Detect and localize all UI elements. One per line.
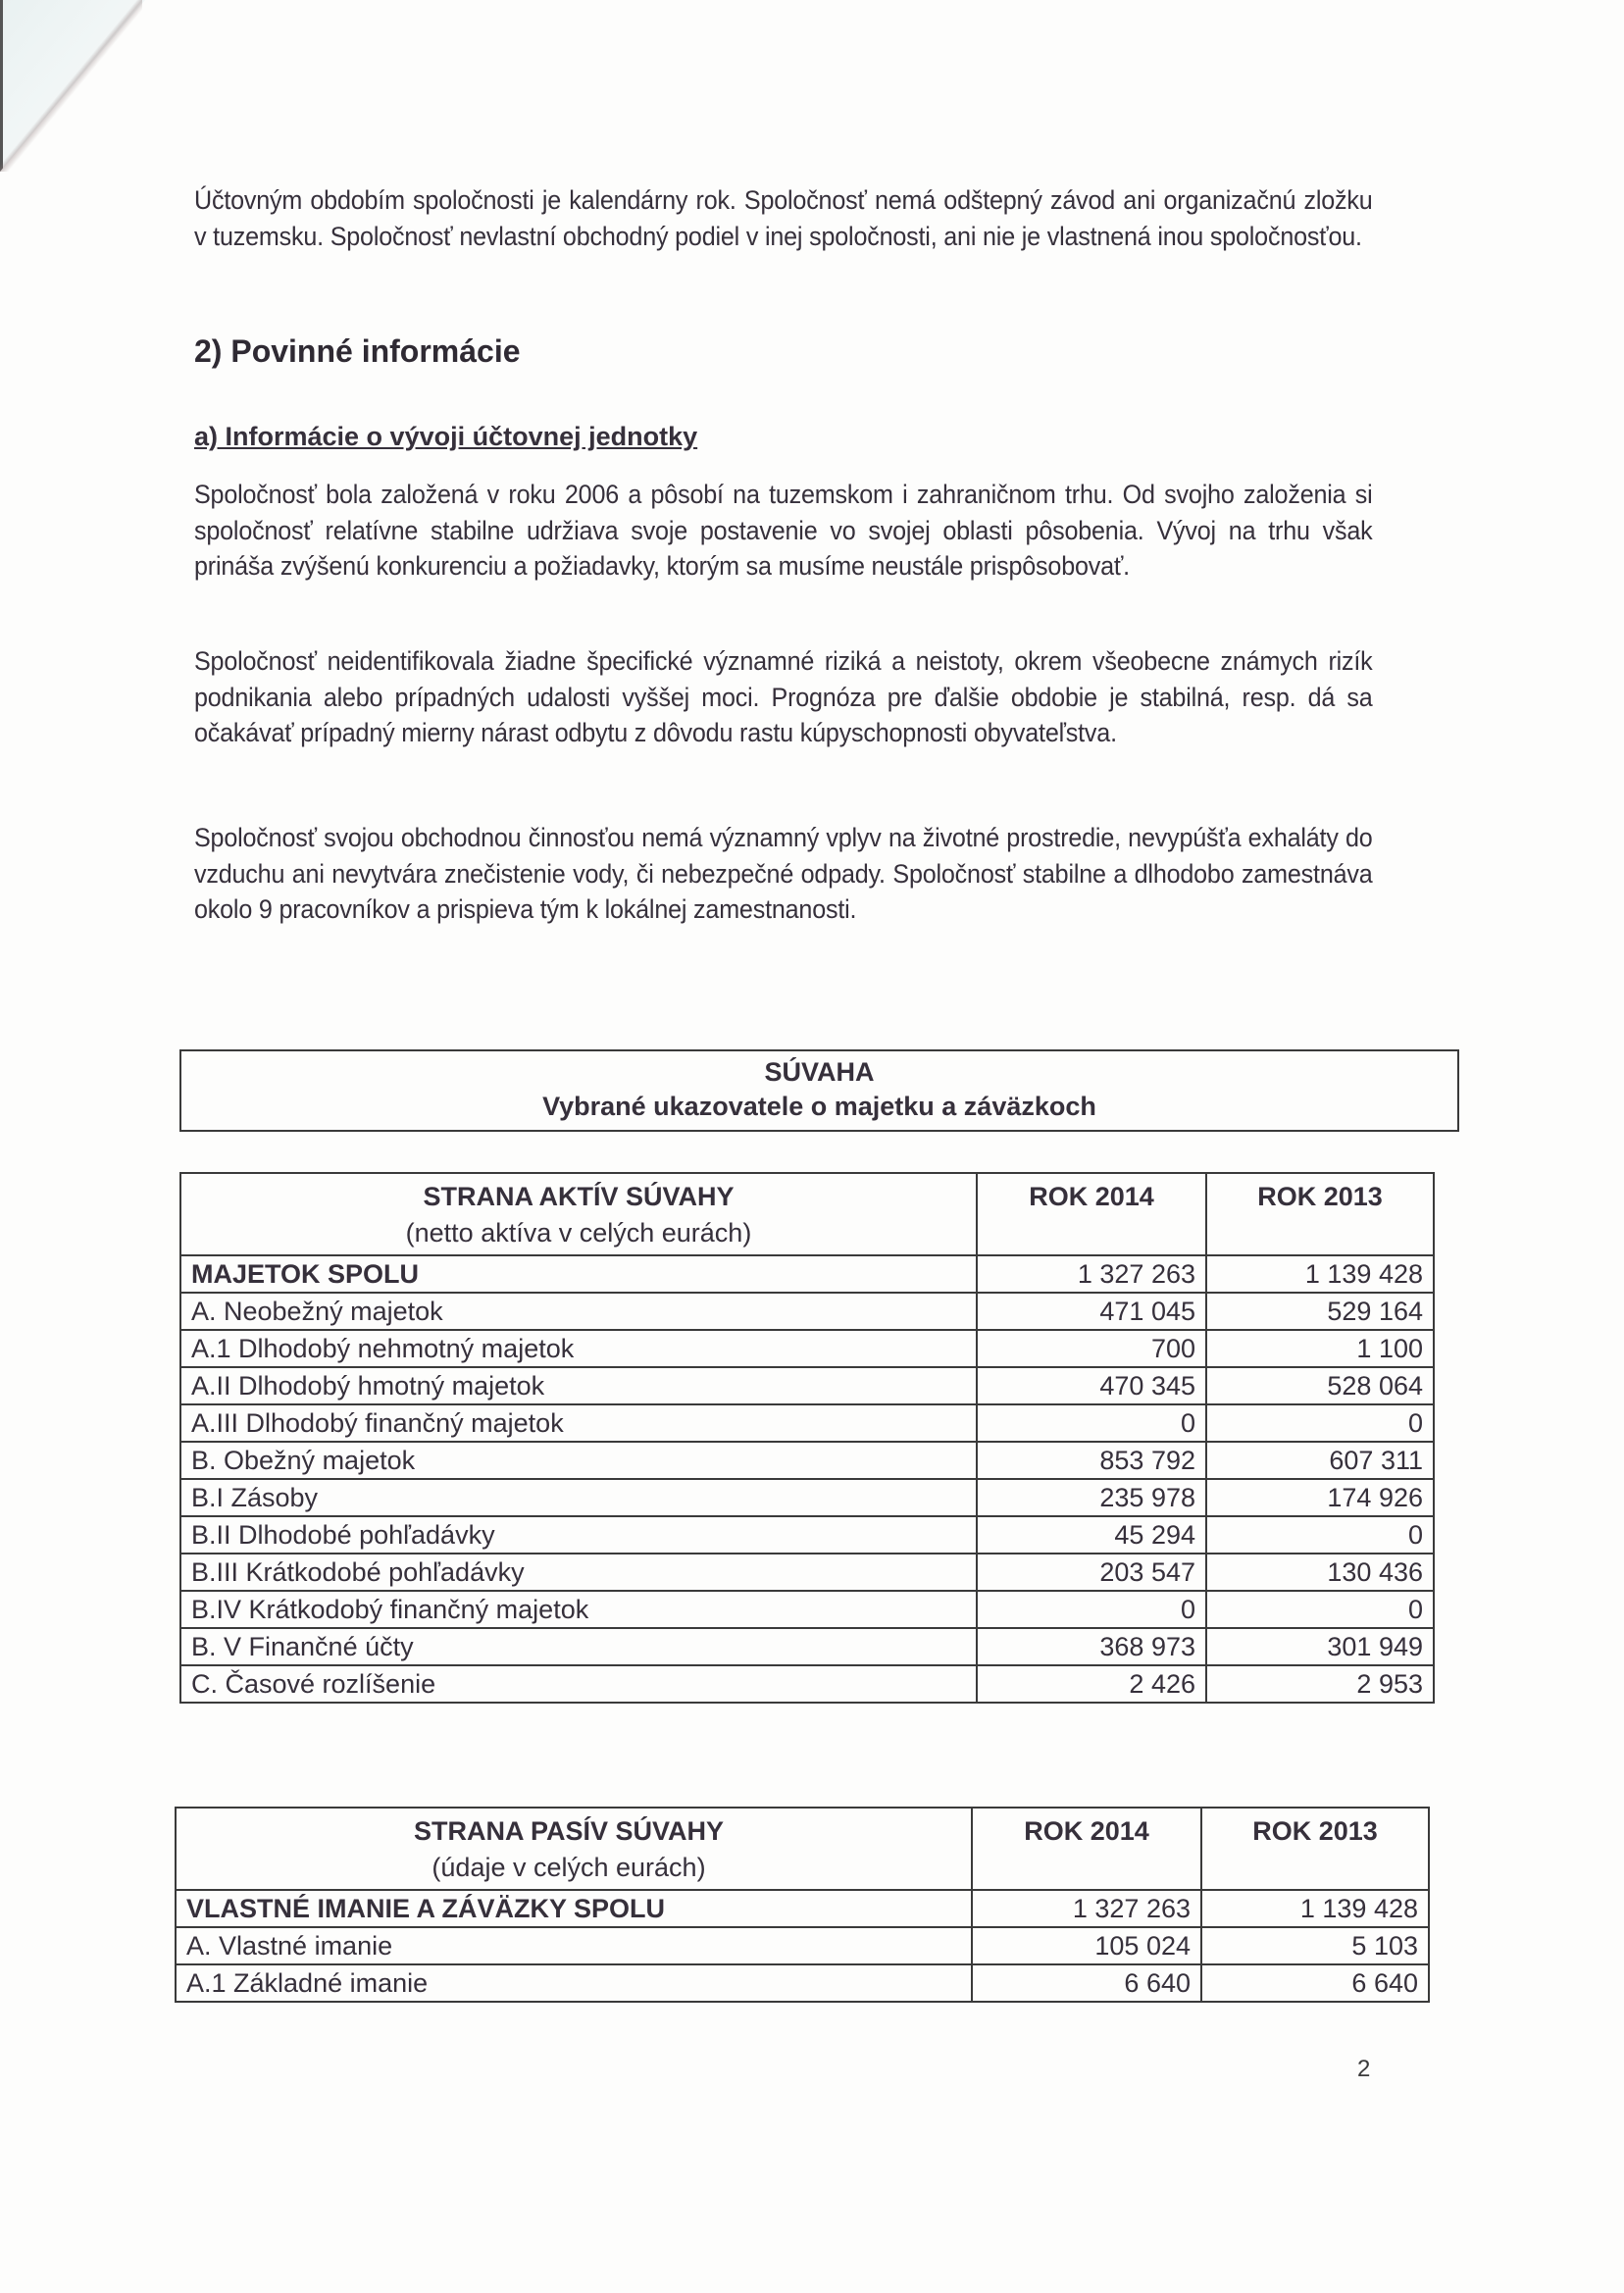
section-heading: 2) Povinné informácie (194, 333, 521, 369)
row-label: A.II Dlhodobý hmotný majetok (180, 1367, 977, 1404)
value-2013: 1 139 428 (1201, 1890, 1429, 1927)
row-label: VLASTNÉ IMANIE A ZÁVÄZKY SPOLU (176, 1890, 972, 1927)
value-2013: 529 164 (1206, 1293, 1434, 1330)
value-2013: 528 064 (1206, 1367, 1434, 1404)
balance-sheet-title-box (179, 1049, 1459, 1132)
table-row (176, 1927, 1429, 1964)
value-2014: 45 294 (977, 1516, 1206, 1554)
value-2013: 301 949 (1206, 1628, 1434, 1665)
liabilities-header-2013: ROK 2013 (1201, 1808, 1429, 1890)
table-row (180, 1665, 1434, 1703)
assets-table-header (180, 1173, 1434, 1255)
value-2014: 471 045 (977, 1293, 1206, 1330)
value-2014: 1 327 263 (977, 1255, 1206, 1293)
row-label: B. V Finančné účty (180, 1628, 977, 1665)
assets-header-label (180, 1173, 977, 1255)
table-row (180, 1591, 1434, 1628)
table-row (180, 1554, 1434, 1591)
value-2013: 2 953 (1206, 1665, 1434, 1703)
row-label: B.II Dlhodobé pohľadávky (180, 1516, 977, 1554)
value-2013: 174 926 (1206, 1479, 1434, 1516)
value-2013: 0 (1206, 1404, 1434, 1442)
table-row (180, 1367, 1434, 1404)
assets-header-2013: ROK 2013 (1206, 1173, 1434, 1255)
table-row (180, 1330, 1434, 1367)
table-row (180, 1404, 1434, 1442)
row-label: A.III Dlhodobý finančný majetok (180, 1404, 977, 1442)
row-label: A.1 Základné imanie (176, 1964, 972, 2002)
balance-sheet-subtitle: Vybrané ukazovatele o majetku a záväzkoch (542, 1092, 1096, 1121)
table-row (180, 1516, 1434, 1554)
balance-sheet-title: SÚVAHA (764, 1057, 875, 1087)
page-number: 2 (1357, 2056, 1371, 2082)
value-2014: 1 327 263 (972, 1890, 1201, 1927)
row-label: A. Neobežný majetok (180, 1293, 977, 1330)
table-row (180, 1479, 1434, 1516)
value-2014: 0 (977, 1591, 1206, 1628)
value-2013: 1 100 (1206, 1330, 1434, 1367)
table-row (176, 1964, 1429, 2002)
table-row (180, 1628, 1434, 1665)
value-2014: 470 345 (977, 1367, 1206, 1404)
assets-header-2014: ROK 2014 (977, 1173, 1206, 1255)
assets-header-subtitle: (netto aktíva v celých eurách) (405, 1218, 752, 1248)
value-2013: 0 (1206, 1591, 1434, 1628)
table-row (180, 1293, 1434, 1330)
value-2014: 2 426 (977, 1665, 1206, 1703)
value-2014: 700 (977, 1330, 1206, 1367)
row-label: B.I Zásoby (180, 1479, 977, 1516)
page-corner-fold-shadow (0, 0, 142, 172)
liabilities-table-header (176, 1808, 1429, 1890)
row-label: A. Vlastné imanie (176, 1927, 972, 1964)
liabilities-table (175, 1807, 1430, 2003)
liabilities-header-title: STRANA PASÍV SÚVAHY (413, 1816, 725, 1846)
value-2014: 0 (977, 1404, 1206, 1442)
value-2014: 235 978 (977, 1479, 1206, 1516)
value-2013: 1 139 428 (1206, 1255, 1434, 1293)
row-label: MAJETOK SPOLU (180, 1255, 977, 1293)
value-2013: 5 103 (1201, 1927, 1429, 1964)
table-row (180, 1255, 1434, 1293)
value-2014: 6 640 (972, 1964, 1201, 2002)
liabilities-header-2014: ROK 2014 (972, 1808, 1201, 1890)
assets-header-title: STRANA AKTÍV SÚVAHY (423, 1182, 735, 1211)
subsection-heading: a) Informácie o vývoji účtovnej jednotky (194, 422, 698, 451)
value-2013: 0 (1206, 1516, 1434, 1554)
table-row (180, 1442, 1434, 1479)
row-label: B.III Krátkodobé pohľadávky (180, 1554, 977, 1591)
paragraph-company-development: Spoločnosť bola založená v roku 2006 a pôsobí na tuzemskom i zahraničnom trhu. Od svojho založenia si spoločnosť relatívne stabilne udržiava svoje postavenie vo svojej oblasti pôsobenia. Vývoj na trhu však prináša zvýšenú konkurenciu a požiadavky, ktorým sa musíme neustále prispôsobovať. (194, 480, 1373, 581)
value-2014: 853 792 (977, 1442, 1206, 1479)
value-2014: 105 024 (972, 1927, 1201, 1964)
liabilities-header-subtitle: (údaje v celých eurách) (431, 1853, 706, 1882)
paragraph-risks: Spoločnosť neidentifikovala žiadne špecifické významné riziká a neistoty, okrem všeobecne známych rizík podnikania alebo prípadných udalosti vyššej moci. Prognóza pre ďalšie obdobie je stabilná, resp. dá sa očakávať prípadný mierny nárast odbytu z dôvodu rastu kúpyschopnosti obyvateľstva. (194, 646, 1373, 747)
row-label: A.1 Dlhodobý nehmotný majetok (180, 1330, 977, 1367)
value-2013: 6 640 (1201, 1964, 1429, 2002)
liabilities-header-label (176, 1808, 972, 1890)
value-2013: 130 436 (1206, 1554, 1434, 1591)
value-2013: 607 311 (1206, 1442, 1434, 1479)
paragraph-environment: Spoločnosť svojou obchodnou činnosťou nemá významný vplyv na životné prostredie, nevypúšťa exhaláty do vzduchu ani nevytvára znečistenie vody, či nebezpečné odpady. Spoločnosť stabilne a dlhodobo zamestnáva okolo 9 pracovníkov a prispieva tým k lokálnej zamestnanosti. (194, 823, 1373, 924)
value-2014: 203 547 (977, 1554, 1206, 1591)
value-2014: 368 973 (977, 1628, 1206, 1665)
intro-paragraph: Účtovným obdobím spoločnosti je kalendárny rok. Spoločnosť nemá odštepný závod ani organizačnú zložku v tuzemsku. Spoločnosť nevlastní obchodný podiel v inej spoločnosti, ani nie je vlastnená inou spoločnosťou. (194, 185, 1373, 251)
row-label: C. Časové rozlíšenie (180, 1665, 977, 1703)
row-label: B. Obežný majetok (180, 1442, 977, 1479)
table-row (176, 1890, 1429, 1927)
assets-table (179, 1172, 1435, 1704)
row-label: B.IV Krátkodobý finančný majetok (180, 1591, 977, 1628)
